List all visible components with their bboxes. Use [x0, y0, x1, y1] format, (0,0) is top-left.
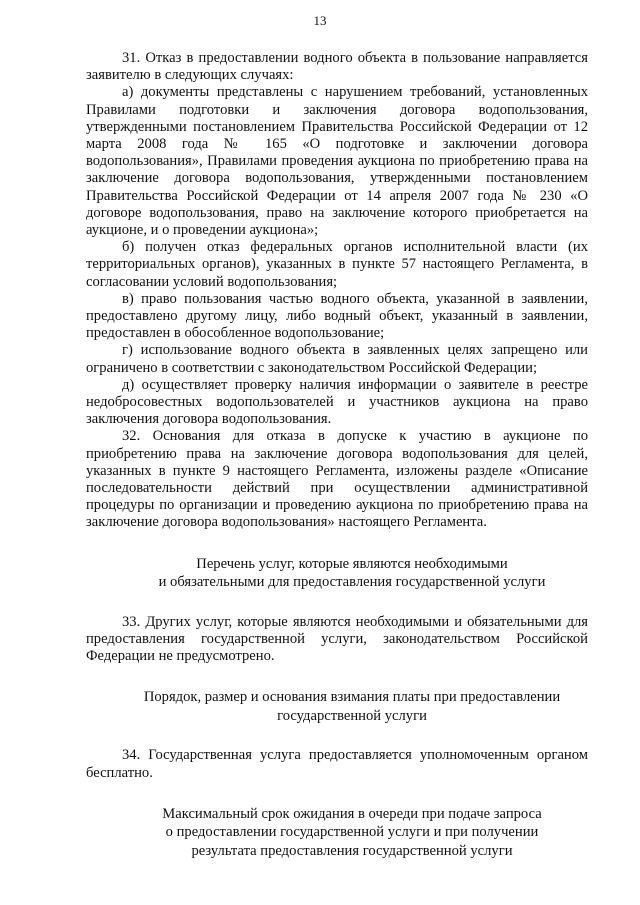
heading-line: Максимальный срок ожидания в очереди при подаче запроса — [162, 805, 542, 822]
heading-line: и обязательными для предоставления государственной услуги — [158, 574, 546, 591]
paragraph-31: 31. Отказ в предоставлении водного объекта в пользование направляется заявителю в следующих случаях: — [86, 50, 588, 84]
heading-line: Порядок, размер и основания взимания платы при предоставлении — [143, 689, 561, 706]
paragraph-32: 32. Основания для отказа в допуске к участию в аукционе по приобретению права на заключение договора водопользования для целей, указанных в пункте 9 настоящего Регламента, изложены разделе «Описание последовательности действий при осуществлении административной процедуры по организации и проведению аукциона по приобретению права на заключение договора водопользования» настоящего Регламента. — [86, 428, 588, 531]
heading-line: Перечень услуг, которые являются необходимыми — [196, 555, 508, 572]
heading-line: государственной услуги — [277, 707, 427, 724]
heading-line: о предоставлении государственной услуги и при получении — [165, 824, 539, 841]
document-body — [86, 50, 588, 860]
heading-line: результата предоставления государственной услуги — [191, 842, 513, 859]
paragraph-31-e: д) осуществляет проверку наличия информации о заявителе в реестре недобросовестных водопользователей и участников аукциона на право заключения договора водопользования. — [86, 376, 588, 428]
paragraph-33: 33. Других услуг, которые являются необходимыми и обязательными для предоставления государственной услуги, законодательством Российской Федерации не предусмотрено. — [86, 613, 588, 665]
paragraph-31-d: г) использование водного объекта в заявленных целях запрещено или ограничено в соответствии с законодательством Российской Федерации; — [86, 342, 588, 376]
section-heading-fee — [86, 688, 588, 725]
paragraph-34: 34. Государственная услуга предоставляется уполномоченным органом бесплатно. — [86, 747, 588, 781]
paragraph-31-c: в) право пользования частью водного объекта, указанной в заявлении, предоставлено другому лицу, либо водный объект, указанный в заявлении, предоставлен в обособленное водопользование; — [86, 290, 588, 342]
paragraph-31-b: б) получен отказ федеральных органов исполнительной власти (их территориальных органов), указанных в пункте 57 настоящего Регламента, в согласовании условий водопользования; — [86, 239, 588, 290]
section-heading-services — [86, 555, 588, 592]
paragraph-31-a: а) документы представлены с нарушением требований, установленных Правилами подготовки и заключения договора водопользования, утвержденными постановлением Правительства Российской Федерации от 12 марта 2008 года № 165 «О подготовке и заключении договора водопользования», Правилами проведения аукциона по приобретению права на заключение договора водопользования, утвержденными постановлением Правительства Российской Федерации от 14 апреля 2007 года № 230 «О договоре водопользования, право на заключение которого приобретается на аукционе, и о проведении аукциона»; — [86, 84, 588, 239]
page-number: 13 — [313, 13, 327, 28]
section-heading-waiting-time — [86, 805, 588, 861]
